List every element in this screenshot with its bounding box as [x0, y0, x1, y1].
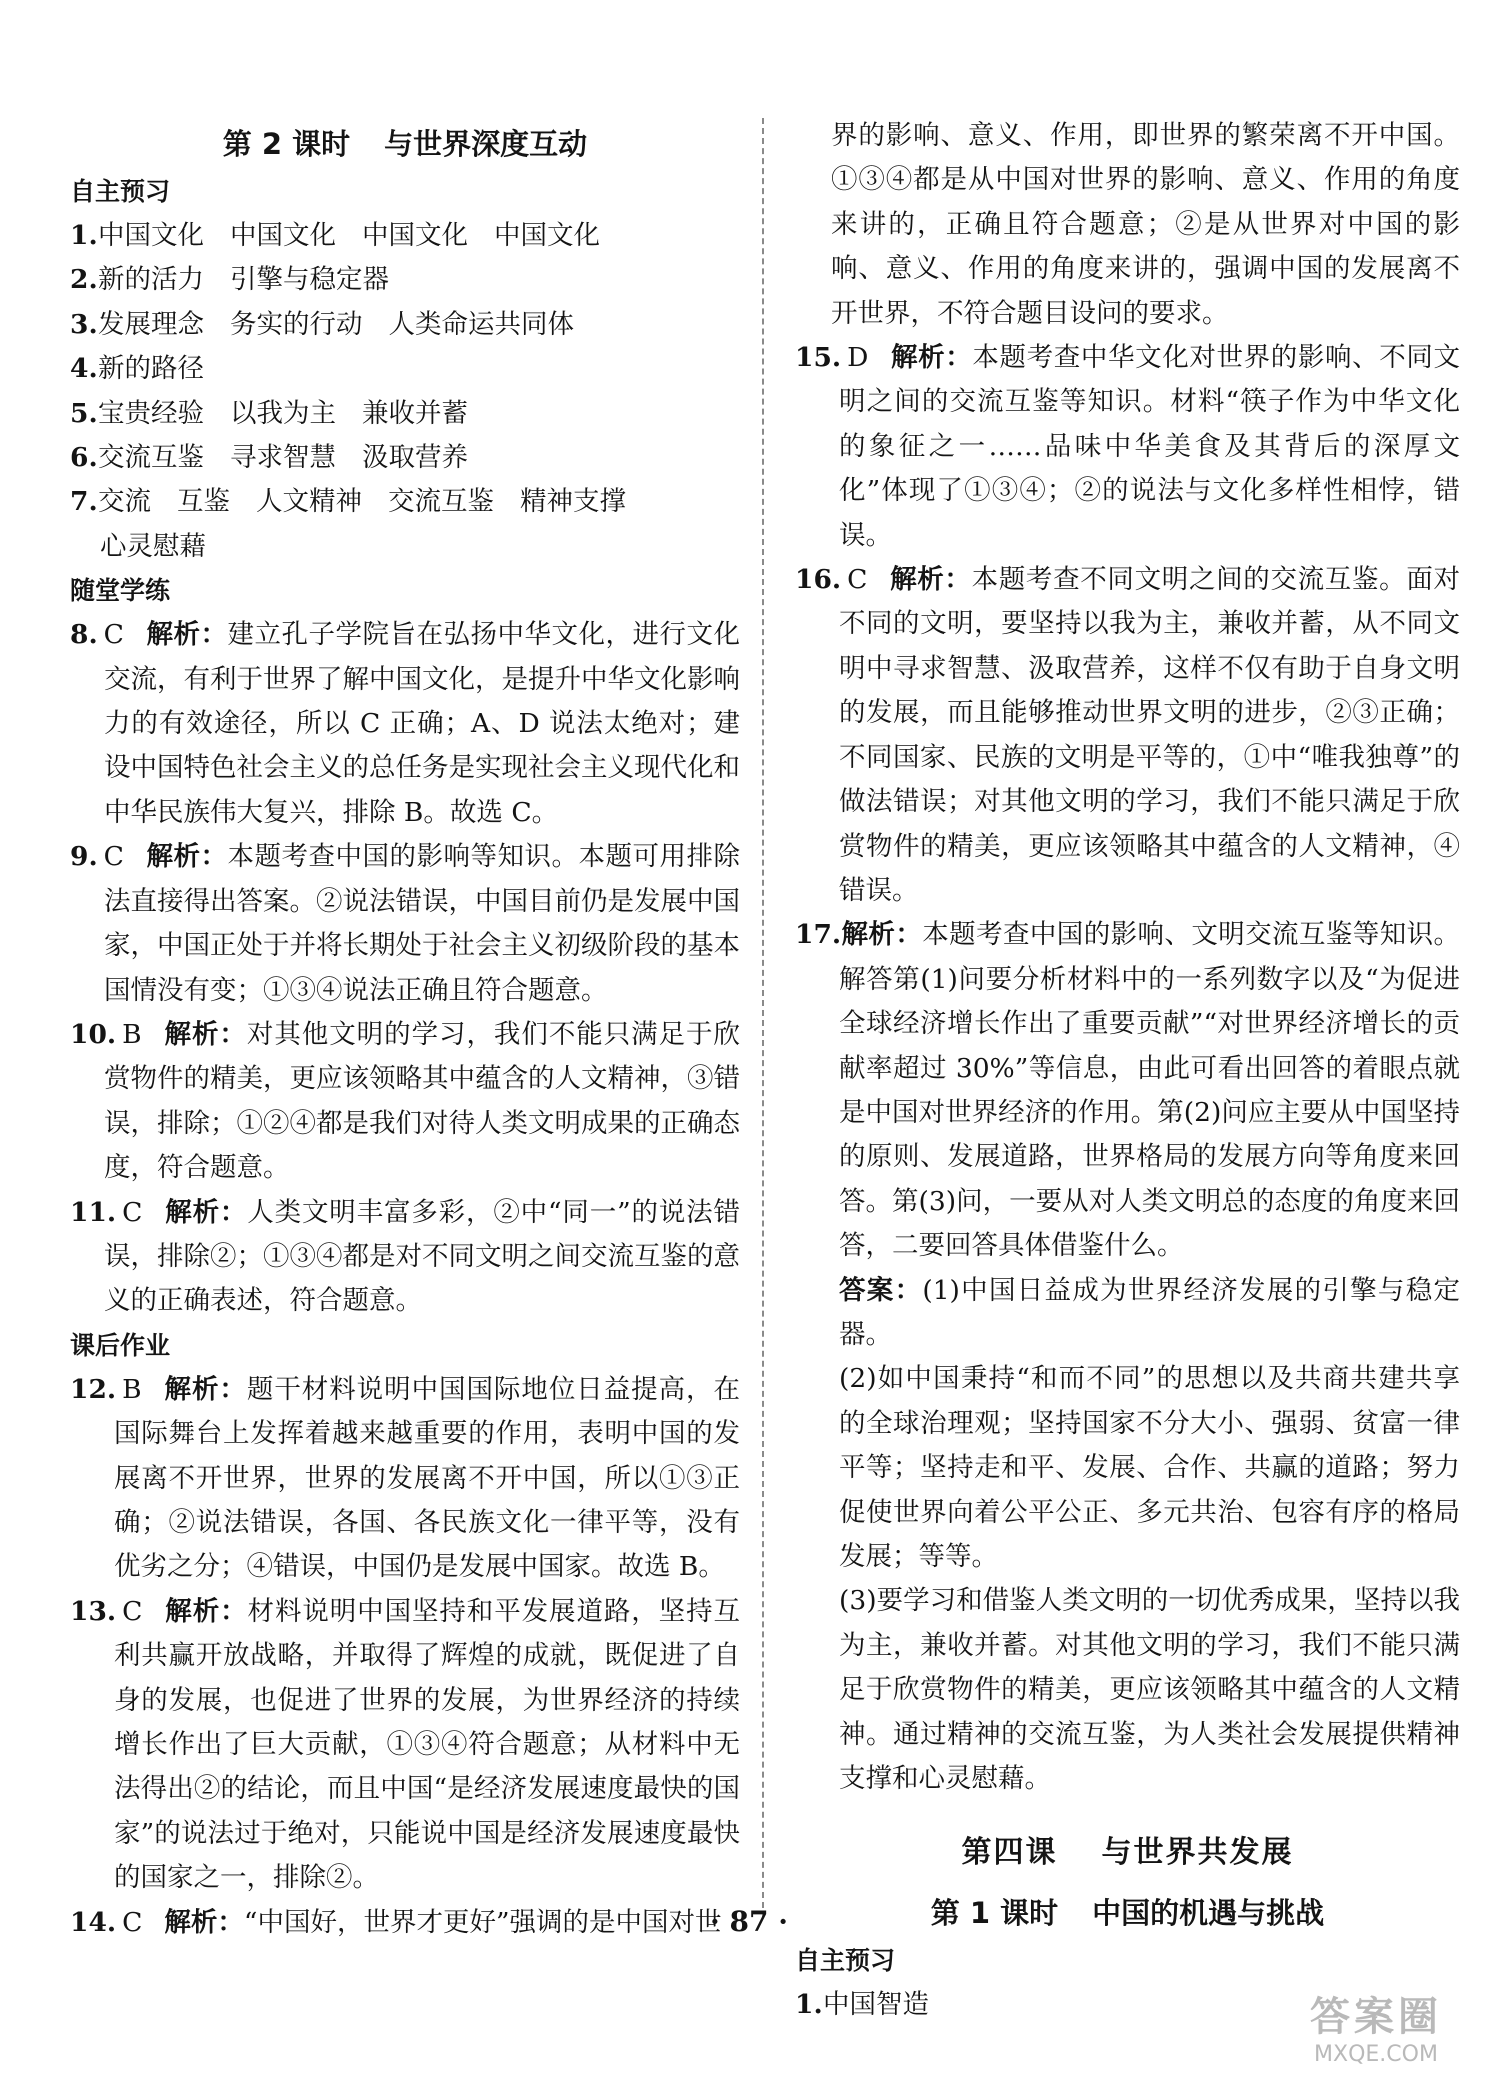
question-number: 11.	[70, 1196, 117, 1228]
question-number: 16.	[795, 564, 842, 596]
analysis-label: 解析：	[163, 1373, 247, 1405]
analysis-text: “中国好，世界才更好”强调的是中国对世	[243, 1906, 722, 1938]
item-terms	[98, 392, 494, 436]
term: 精神支撑	[520, 486, 626, 518]
answer-letter: B	[122, 1373, 142, 1405]
analysis-text: 本题考查中华文化对世界的影响、不同文明之间的交流互鉴等知识。材料“筷子作为中华文化的象征之一……品味中华美食及其背后的深厚文化”体现了①③④；②的说法与文化多样性相悖，错误。	[839, 342, 1461, 551]
answer-letter: C	[103, 841, 124, 873]
term: 交流互鉴	[98, 442, 204, 474]
item-number: 2.	[70, 264, 98, 296]
analysis-text: 人类文明丰富多彩，②中“同一”的说法错误，排除②；①③④都是对不同文明之间交流互鉴的意义的正确表述，符合题意。	[104, 1196, 740, 1317]
analysis-text: 材料说明中国坚持和平发展道路，坚持互利共赢开放战略，并取得了辉煌的成就，既促进了自身的发展，也促进了世界的发展，为世界经济的持续增长作出了巨大贡献，①③④符合题意；从材料中无法得出②的结论，而且中国“是经济发展速度最快的国家”的说法过于绝对，只能说中国是经济发展速度最快的国家之一，排除②。	[114, 1595, 741, 1894]
lesson-number: 第 2 课时	[222, 127, 351, 161]
practice-items	[70, 613, 740, 1324]
answer-letter: C	[122, 1595, 143, 1627]
item-terms	[98, 303, 600, 347]
preview-item	[70, 436, 740, 480]
item-number: 7.	[70, 486, 98, 518]
term: 引擎与稳定器	[230, 264, 389, 296]
unit-title: 第四课 与世界共发展	[961, 1835, 1294, 1871]
preview-item	[70, 480, 740, 524]
homework-items	[70, 1368, 740, 1945]
analysis-label: 解析：	[164, 1196, 248, 1228]
question-item	[795, 558, 1460, 913]
column-divider	[762, 118, 764, 1918]
term: 汲取营养	[362, 442, 468, 474]
answer-letter: B	[122, 1018, 142, 1050]
question-item	[70, 835, 740, 1013]
lesson-name: 与世界深度互动	[384, 127, 588, 161]
answer-1: 答案：(1)中国日益成为世界经济发展的引擎与稳定器。	[839, 1274, 1460, 1350]
section-heading-preview: 自主预习	[70, 177, 171, 206]
section-heading-preview-2: 自主预习	[795, 1946, 896, 1976]
item-terms	[98, 347, 230, 391]
term: 交流	[98, 486, 151, 518]
item-terms	[98, 258, 415, 302]
question-item	[70, 1590, 740, 1901]
question-number: 14.	[70, 1906, 117, 1938]
analysis-text: 题干材料说明中国国际地位日益提高，在国际舞台上发挥着越来越重要的作用，表明中国的发展离不开世界，世界的发展离不开中国，所以①③正确；②说法错误，各国、各民族文化一律平等，没有优劣之分；④错误，中国仍是发展中国家。故选 B。	[114, 1373, 741, 1583]
watermark-logo: 答案圈 MXQE.COM	[1310, 1994, 1442, 2067]
lesson-title-2: 第 1 课时 中国的机遇与挑战	[930, 1896, 1325, 1931]
analysis-label: 解析：	[163, 1018, 247, 1050]
question-number: 15.	[795, 342, 842, 374]
answer-letter: C	[847, 564, 868, 596]
term: 务实的行动	[230, 308, 363, 340]
question-number: 8.	[70, 619, 98, 651]
term: 以我为主	[230, 397, 336, 429]
preview-item: 1. 中国智造	[795, 1989, 929, 2021]
item-number: 6.	[70, 442, 98, 474]
preview-list	[70, 214, 740, 525]
analysis-label: 解析：	[889, 564, 972, 596]
section-heading-practice: 随堂学练	[70, 576, 171, 606]
question-item	[70, 1191, 740, 1324]
term: 中国文化	[362, 220, 468, 251]
analysis-text: 建立孔子学院旨在弘扬中华文化，进行文化交流，有利于世界了解中国文化，是提升中华文化影响力的有效途径，所以 C 正确；A、D 说法太绝对；建设中国特色社会主义的总任务是实现社会主义现代化和中华民族伟大复兴，排除 B。故选 C。	[104, 619, 741, 828]
term: 寻求智慧	[230, 442, 336, 474]
item-17: 17.解析：本题考查中国的影响、文明交流互鉴等知识。解答第(1)问要分析材料中的一系列数字以及“为促进全球经济增长作出了重要贡献”“对世界经济增长的贡献率超过 30%”等信息，由此可看出回答的着眼点就是中国对世界经济的作用。第(2)问应主要从中国坚持的原则、发展道路，世界格局的发展方向等角度来回答。第(3)问，一要从对人类文明总的态度的角度来回答，二要回答具体借鉴什么。	[795, 919, 1461, 1262]
analysis-label: 解析：	[164, 1595, 248, 1627]
preview-7-continuation: 心灵慰藉	[100, 530, 206, 562]
term: 中国文化	[494, 220, 600, 251]
item-number: 4.	[70, 353, 98, 385]
term: 交流互鉴	[388, 486, 494, 518]
answer-3: (3)要学习和借鉴人类文明的一切优秀成果，坚持以我为主，兼收并蓄。对其他文明的学习，我们不能只满足于欣赏物件的精美，更应该领略其中蕴含的人文精神。通过精神的交流互鉴，为人类社会发展提供精神支撑和心灵慰藉。	[839, 1585, 1460, 1795]
question-number: 12.	[70, 1373, 117, 1405]
analysis-text: 本题考查中国的影响等知识。本题可用排除法直接得出答案。②说法错误，中国目前仍是发展中国家，中国正处于并将长期处于社会主义初级阶段的基本国情没有变；①③④说法正确且符合题意。	[104, 841, 741, 1006]
answer-letter: C	[122, 1196, 143, 1228]
analysis-text: 对其他文明的学习，我们不能只满足于欣赏物件的精美，更应该领略其中蕴含的人文精神，③错误，排除；①②④都是我们对待人类文明成果的正确态度，符合题意。	[104, 1018, 741, 1184]
analysis-label: 解析：	[164, 1906, 244, 1938]
preview-item	[70, 258, 740, 302]
right-column	[795, 114, 1460, 2028]
analysis-label: 解析：	[145, 841, 228, 873]
lesson-title	[70, 118, 740, 170]
item-terms	[98, 214, 626, 258]
term: 兼收并蓄	[362, 397, 468, 429]
preview-item	[70, 347, 740, 391]
item-terms	[98, 436, 494, 480]
question-item	[795, 336, 1460, 558]
page-number: · 87 ·	[710, 1905, 788, 1938]
item-terms	[98, 480, 652, 524]
question-item	[70, 613, 740, 835]
right-items	[795, 336, 1460, 913]
term: 新的活力	[98, 264, 204, 296]
question-item	[70, 1368, 740, 1590]
term: 互鉴	[177, 486, 230, 518]
item-14-continuation: 界的影响、意义、作用，即世界的繁荣离不开中国。①③④都是从中国对世界的影响、意义、作用的角度来讲的，正确且符合题意；②是从世界对中国的影响、意义、作用的角度来讲的，强调中国的发展离不开世界，不符合题目设问的要求。	[831, 120, 1460, 329]
item-number: 1.	[70, 220, 98, 251]
preview-item	[70, 214, 740, 258]
term: 发展理念	[98, 308, 204, 340]
analysis-text: 本题考查不同文明之间的交流互鉴。面对不同的文明，要坚持以我为主，兼收并蓄，从不同文明中寻求智慧、汲取营养，这样不仅有助于自身文明的发展，而且能够推动世界文明的进步，②③正确；不同国家、民族的文明是平等的，①中“唯我独尊”的做法错误；对其他文明的学习，我们不能只满足于欣赏物件的精美，更应该领略其中蕴含的人文精神，④错误。	[839, 564, 1460, 906]
term: 人文精神	[256, 486, 362, 518]
term: 中国文化	[230, 220, 336, 251]
analysis-label: 解析：	[145, 619, 228, 651]
question-number: 9.	[70, 841, 98, 873]
left-column	[70, 118, 740, 1945]
term: 人类命运共同体	[388, 308, 574, 340]
answer-letter: C	[122, 1906, 143, 1938]
item-number: 5.	[70, 397, 98, 429]
preview-item	[70, 303, 740, 347]
section-heading-homework: 课后作业	[70, 1330, 171, 1360]
preview-item	[70, 392, 740, 436]
question-number: 13.	[70, 1595, 117, 1627]
question-item	[70, 1013, 740, 1191]
answer-letter: C	[103, 619, 124, 651]
question-number: 10.	[70, 1018, 117, 1050]
answer-letter: D	[847, 342, 869, 374]
term: 宝贵经验	[98, 397, 204, 429]
term: 新的路径	[98, 353, 204, 385]
term: 中国文化	[98, 220, 204, 251]
analysis-label: 解析：	[890, 342, 973, 374]
answer-2: (2)如中国秉持“和而不同”的思想以及共商共建共享的全球治理观；坚持国家不分大小、强弱、贫富一律平等；坚持走和平、发展、合作、共赢的道路；努力促使世界向着公平公正、多元共治、包容有序的格局发展；等等。	[839, 1363, 1460, 1572]
item-number: 3.	[70, 308, 98, 340]
